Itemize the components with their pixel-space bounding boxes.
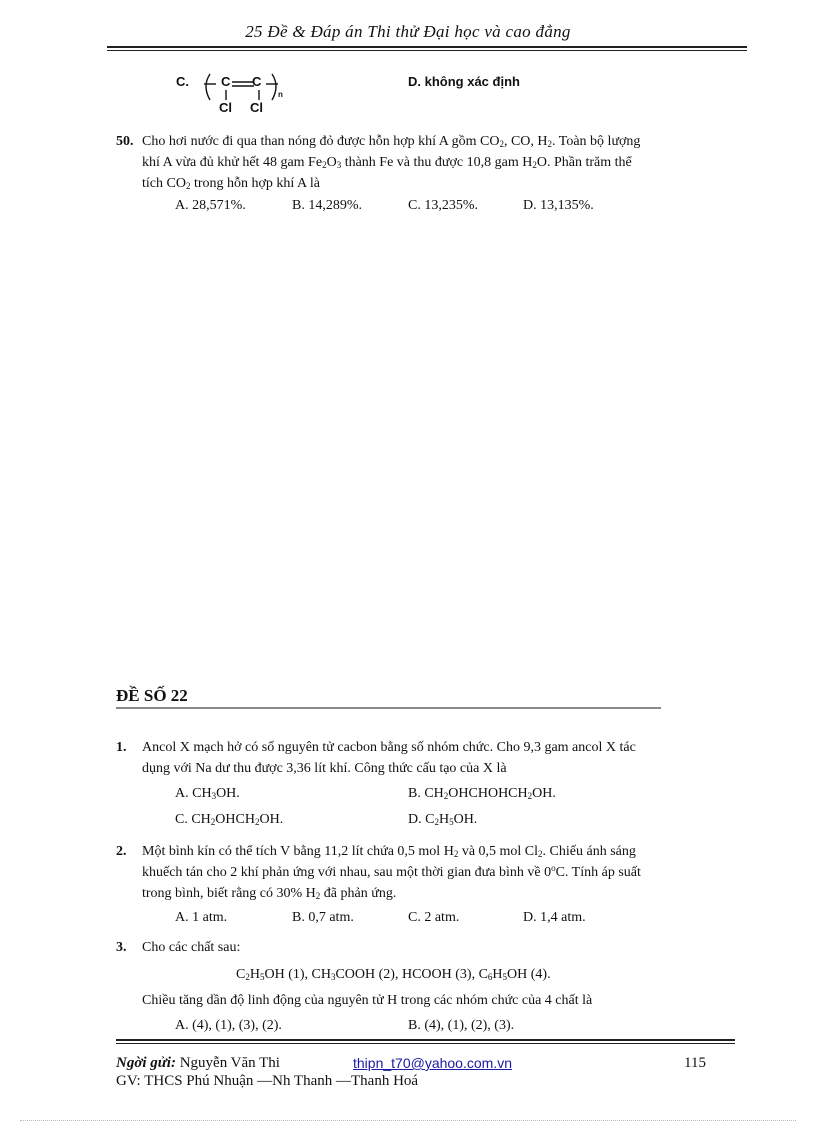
q1-line1: Ancol X mạch hở có số nguyên tử cacbon bằng số nhóm chức. Cho 9,3 gam ancol X tác — [142, 740, 636, 755]
q1-number: 1. — [116, 740, 127, 755]
sub: 2 — [254, 817, 260, 827]
q3-line1: Cho các chất sau: — [142, 940, 241, 955]
q1-line2: dụng với Na dư thu được 3,36 lít khí. Công thức cấu tạo của X là — [142, 761, 507, 776]
sub: 2 — [453, 849, 459, 859]
sub: 5 — [449, 817, 454, 827]
q3-line2: Chiều tăng dần độ linh động của nguyên tử H trong các nhóm chức của 4 chất là — [142, 993, 593, 1008]
sub: 6 — [487, 972, 493, 982]
q50-option-a: A. 28,571%. — [175, 198, 246, 213]
sub: 2 — [245, 972, 250, 982]
q50-text: tích CO — [142, 176, 186, 191]
q50-text: O. Phần trăm thể — [536, 155, 632, 170]
sub: 2 — [547, 139, 553, 149]
sub: 2 — [315, 891, 321, 901]
q2-text: trong bình, biết rằng có 30% H — [142, 886, 316, 901]
footer-sender — [116, 1055, 280, 1072]
q49-sub-2: Cl — [250, 100, 263, 115]
opt-text: OH. — [453, 812, 478, 827]
sub: 2 — [532, 160, 537, 170]
q3-option-b: B. (4), (1), (2), (3). — [408, 1018, 515, 1033]
sub: 2 — [527, 791, 533, 801]
q49-n: n — [278, 90, 283, 99]
q1-option-c — [175, 812, 283, 828]
q50-text: trong hỗn hợp khí A là — [190, 176, 320, 191]
q2-line2 — [142, 862, 737, 883]
footer-rule — [116, 1039, 735, 1041]
q49-sub-1: Cl — [219, 100, 232, 115]
q50-line1 — [142, 131, 737, 152]
sub: 2 — [210, 817, 216, 827]
sender-label: Ngời gửi: — [116, 1055, 176, 1071]
sub: 3 — [330, 972, 336, 982]
q2-number: 2. — [116, 844, 127, 859]
q2-line1 — [142, 841, 737, 862]
footer-school: GV: THCS Phú Nhuận —Nh Thanh —Thanh Hoá — [116, 1073, 419, 1089]
sender-name: Nguyễn Văn Thi — [175, 1055, 280, 1071]
q50-text: khí A vừa đủ khử hết 48 gam Fe — [142, 155, 323, 170]
sub: 5 — [502, 972, 508, 982]
q2-option-c: C. 2 atm. — [408, 910, 460, 925]
q3-number: 3. — [116, 940, 127, 955]
q3-text: H — [492, 967, 503, 982]
q50-text: . Toàn bộ lượng — [552, 134, 641, 149]
sub: 3 — [336, 160, 342, 170]
opt-text: OH. — [532, 786, 556, 801]
q49-atom-2: C — [252, 74, 262, 89]
q2-option-b: B. 0,7 atm. — [292, 910, 354, 925]
opt-text: OH. — [259, 812, 284, 827]
polymer-structure-icon — [192, 66, 302, 116]
q50-option-d: D. 13,135%. — [523, 198, 594, 213]
opt-text: B. CH — [408, 786, 444, 801]
q50-text: Cho hơi nước đi qua than nóng đỏ được hỗn hợp khí A gồm CO — [142, 134, 500, 149]
section-title: ĐỀ SỐ 22 — [116, 686, 188, 705]
header-rule — [107, 46, 747, 48]
email-link[interactable]: thipn_t70@yahoo.com.vn — [353, 1055, 512, 1071]
page-number: 115 — [684, 1055, 706, 1071]
q3-text: C — [236, 967, 246, 982]
q50-line3 — [142, 173, 320, 194]
q2-text: Một bình kín có thể tích V bằng 11,2 lít chứa 0,5 mol H — [142, 844, 454, 859]
q2-line3 — [142, 883, 396, 904]
q2-text: . Chiếu ánh sáng — [542, 844, 636, 859]
q50-line2 — [142, 152, 737, 173]
q1-option-b — [408, 786, 556, 802]
opt-text: C. CH — [175, 812, 211, 827]
q2-text: đã phản ứng. — [320, 886, 397, 901]
sup: o — [551, 863, 556, 873]
header-title: 25 Đề & Đáp án Thi thử Đại học và cao đẳng — [245, 22, 571, 41]
q50-number: 50. — [116, 134, 134, 149]
q2-text: khuếch tán cho 2 khí phản ứng với nhau, sau một thời gian đưa bình về 0 — [142, 865, 552, 880]
q3-text: OH (1), CH — [264, 967, 331, 982]
q2-option-d: D. 1,4 atm. — [523, 910, 586, 925]
q3-formula — [236, 964, 551, 985]
sub: 5 — [259, 972, 265, 982]
q49-option-d: D. không xác định — [408, 74, 520, 89]
q50-text: , CO, H — [503, 134, 548, 149]
opt-text: OHCH — [215, 812, 255, 827]
opt-text: A. CH — [175, 786, 212, 801]
sub: 2 — [434, 817, 439, 827]
opt-text: OH. — [216, 786, 240, 801]
q50-text: O — [326, 155, 337, 170]
sub: 2 — [443, 791, 449, 801]
q3-text: OH (4). — [507, 967, 551, 982]
q49-atom-1: C — [221, 74, 231, 89]
q1-option-d — [408, 812, 477, 828]
q1-option-a — [175, 786, 240, 802]
page-bottom-dotted-line — [20, 1120, 796, 1121]
q2-text: và 0,5 mol Cl — [458, 844, 539, 859]
q2-text: C. Tính áp suất — [555, 865, 641, 880]
q49-option-c — [176, 66, 296, 116]
sub: 2 — [538, 849, 543, 859]
q49-option-c-label: C. — [176, 74, 189, 89]
opt-text: OHCHOHCH — [448, 786, 528, 801]
footer-rule-thin — [116, 1043, 735, 1044]
q3-text: COOH (2), HCOOH (3), C — [335, 967, 488, 982]
sub: 2 — [499, 139, 504, 149]
opt-text: D. C — [408, 812, 435, 827]
sub: 2 — [185, 181, 191, 191]
q50-option-b: B. 14,289%. — [292, 198, 362, 213]
q2-option-a: A. 1 atm. — [175, 910, 228, 925]
q3-option-a: A. (4), (1), (3), (2). — [175, 1018, 282, 1033]
sub: 3 — [211, 791, 217, 801]
opt-text: H — [438, 812, 450, 827]
sub: 2 — [322, 160, 327, 170]
section-rule — [116, 707, 661, 709]
header-rule-thin — [107, 50, 747, 51]
q3-text: H — [249, 967, 260, 982]
q50-text: thành Fe và thu được 10,8 gam H — [341, 155, 533, 170]
q50-option-c: C. 13,235%. — [408, 198, 478, 213]
